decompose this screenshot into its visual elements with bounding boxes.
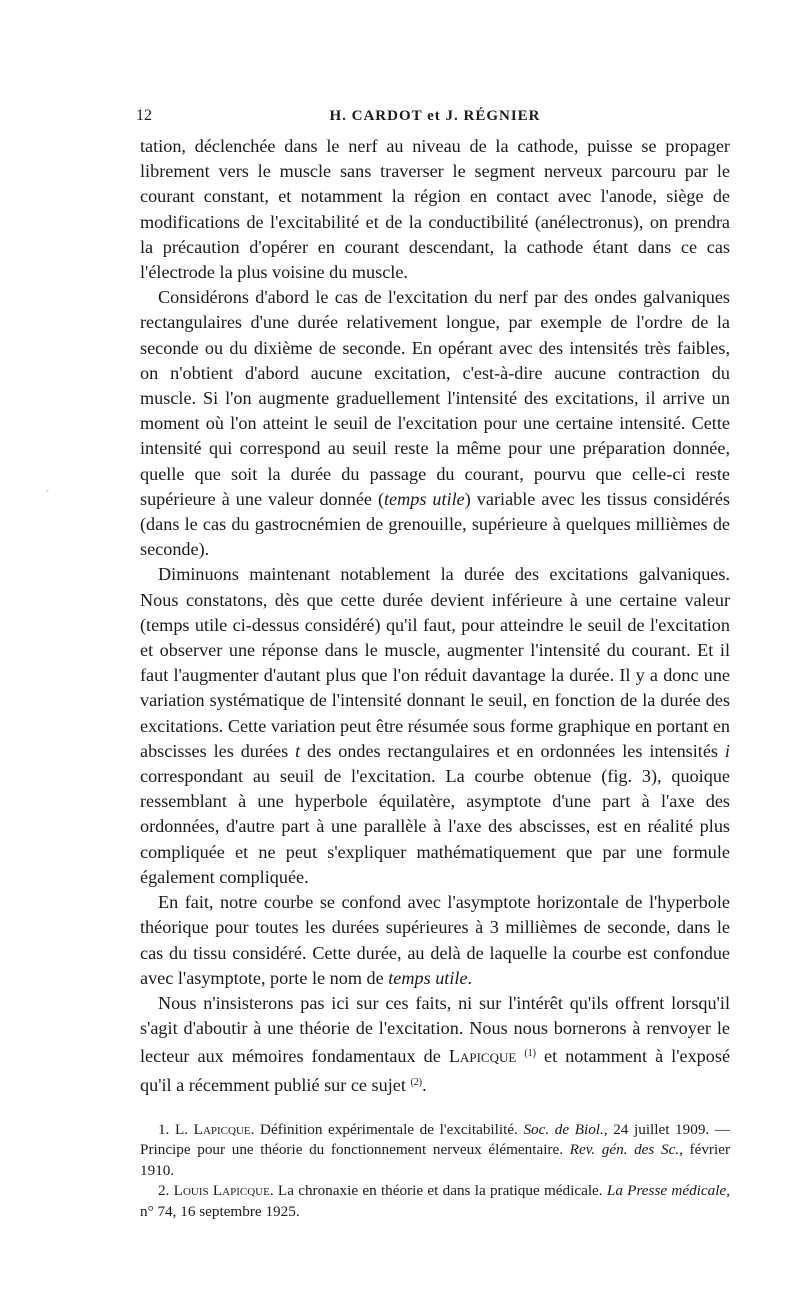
paragraph-3-text-a: Diminuons maintenant notablement la durée des excitations galvaniques. Nous constatons, dès que cette durée devient inférieure à une certaine valeur (temps utile ci-dessus considéré) qu'il faut, pour atteindre le seuil de l'excitation et observer une réponse dans le muscle, augmenter l'intensité du courant. Et il faut l'augmenter d'autant plus que l'on réduit davantage la durée. Il y a donc une variation systématique de l'intensité donnant le seuil, en fonction de la durée des excitations. Cette variation peut être résumée sous forme graphique en portant en abscisses les durées [140, 564, 730, 761]
body-text [140, 134, 730, 1098]
footnote-1-text-b: , 24 juillet 1909. — Principe pour une théorie du fonctionnement nerveux élémentaire. [140, 1120, 730, 1159]
paragraph-5-text-c: . [422, 1074, 427, 1095]
footnote-2-journal: La Presse médicale [606, 1182, 727, 1200]
footnote-1-journal: Soc. de Biol. [523, 1120, 604, 1138]
footnote-2-text-a: . La chronaxie en théorie et dans la pratique médicale. [269, 1182, 607, 1200]
paragraph-3-var-t: t [295, 740, 301, 761]
paragraph-1 [140, 134, 730, 285]
paragraph-5-text-b: et notamment à l'exposé qu'il a récemment publié sur ce sujet [140, 1046, 731, 1095]
margin-mark: ˏ [44, 478, 50, 492]
footnote-2-number: 2. [158, 1182, 174, 1200]
footnote-1-number: 1. L. [158, 1120, 194, 1138]
paragraph-2-text-a: Considérons d'abord le cas de l'excitation du nerf par des ondes galvaniques rectangulaires d'une durée relativement longue, par exemple de l'ordre de la seconde ou du dixième de seconde. En opérant avec des intensités très faibles, on n'obtient d'abord aucune excitation, c'est-à-dire aucune contraction du muscle. Si l'on augmente graduellement l'intensité des excitations, il arrive un moment où l'on atteint le seuil de l'excitation pour une certaine intensité. Cette intensité qui correspond au seuil reste la même pour une préparation donnée, quelle que soit la durée du passage du courant, pourvu que celle-ci reste supérieure à une valeur donnée ( [140, 287, 730, 509]
paragraph-4-text-b: . [467, 967, 473, 988]
paragraph-4 [140, 890, 730, 991]
paragraph-3-text-c: correspondant au seuil de l'excitation. La courbe obtenue (fig. 3), quoique ressemblant à une hyperbole équilatère, asymptote d'une part à l'axe des ordonnées, d'autre part à une parallèle à l'axe des abscisses, est en réalité plus compliquée et ne peut s'expliquer mathématiquement que par une formule également compliquée. [140, 766, 730, 887]
paragraph-4-italic-term: temps utile [388, 967, 468, 988]
paragraph-5 [140, 991, 730, 1098]
paragraph-2-text-b: ) variable avec les tissus considérés (dans le cas du gastrocnémien de grenouille, supérieure à quelques millièmes de seconde). [140, 488, 730, 560]
paragraph-5-text-a: Nous n'insisterons pas ici sur ces faits, ni sur l'intérêt qu'ils offrent lorsqu'il s'agit d'aboutir à une théorie de l'excitation. Nous nous bornerons à renvoyer le lecteur aux mémoires fondamentaux de [140, 992, 730, 1067]
footnote-1-journal-2: Rev. gén. des Sc. [569, 1141, 680, 1159]
footnote-2-text-b: , n° 74, 16 septembre 1925. [140, 1182, 730, 1220]
footnote-1-text-a: . Définition expérimentale de l'excitabilité. [250, 1120, 524, 1138]
paragraph-3-text-b: des ondes rectangulaires et en ordonnées les intensités [300, 740, 725, 761]
footnote-2-author: Louis Lapicque [173, 1182, 270, 1200]
paragraph-1-text: tation, déclenchée dans le nerf au niveau de la cathode, puisse se propager librement vers le muscle sans traverser le segment nerveux parcouru par le courant constant, et notamment la région en contact avec l'anode, siège de modifications de l'excitabilité et de la conductibilité (anélectronus), on prendra la précaution d'opérer en courant descendant, la cathode étant dans ce cas l'électrode la plus voisine du muscle. [140, 136, 730, 283]
running-title: H. CARDOT et J. RÉGNIER [329, 108, 541, 124]
author-name-lapicque: Lapicque [448, 1046, 517, 1067]
footnotes [140, 1120, 730, 1223]
footnote-2 [140, 1181, 730, 1222]
footnote-ref-2: (2) [410, 1076, 423, 1088]
paragraph-4-text-a: En fait, notre courbe se confond avec l'asymptote horizontale de l'hyperbole théorique pour toutes les durées supérieures à 3 millièmes de seconde, dans le cas du tissu considéré. Cette durée, au delà de laquelle la courbe est confondue avec l'asymptote, porte le nom de [140, 892, 730, 988]
paragraph-3 [140, 562, 730, 890]
paragraph-2-italic-term: temps utile [384, 488, 465, 509]
footnote-1 [140, 1120, 730, 1182]
paragraph-3-var-i: i [724, 740, 730, 761]
paragraph-2 [140, 285, 730, 562]
page-header [136, 104, 730, 134]
page-number: 12 [136, 107, 152, 124]
footnote-1-text-c: , février 1910. [140, 1141, 731, 1179]
footnote-1-author: Lapicque [193, 1120, 251, 1138]
footnote-ref-1: (1) [524, 1048, 537, 1060]
document-page [136, 104, 731, 1222]
